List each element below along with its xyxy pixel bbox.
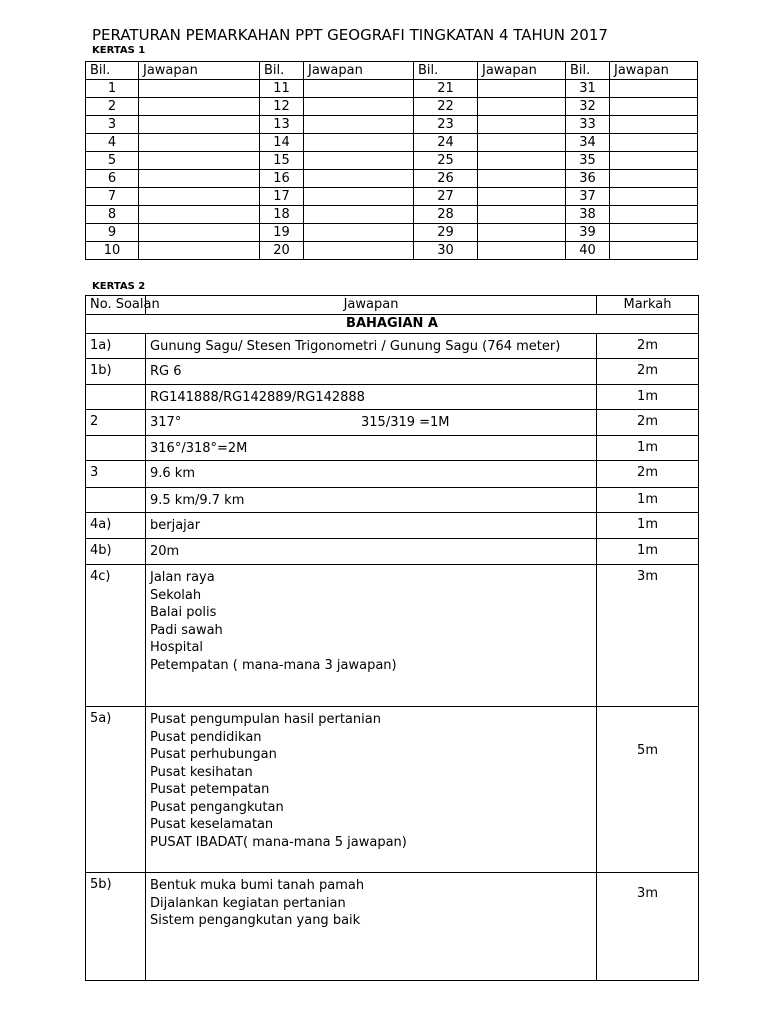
bil-cell: 24 — [414, 134, 478, 152]
jawapan-cell — [478, 242, 566, 260]
kertas2-header-row — [86, 296, 699, 315]
bil-cell: 14 — [260, 134, 304, 152]
bil-cell: 1 — [86, 80, 139, 98]
answer-line: 9.5 km/9.7 km — [150, 493, 245, 508]
bil-cell: 39 — [566, 224, 610, 242]
bil-cell: 36 — [566, 170, 610, 188]
bil-cell: 7 — [86, 188, 139, 206]
jawapan-cell — [139, 242, 260, 260]
jawapan-cell — [610, 80, 698, 98]
bil-cell: 11 — [260, 80, 304, 98]
soalan-cell: 1a) — [86, 334, 146, 359]
answer-line: Pusat kesihatan — [150, 764, 253, 780]
answer-line: Sistem pengangkutan yang baik — [150, 913, 361, 928]
markah-cell: 1m — [597, 436, 699, 461]
bil-cell: 15 — [260, 152, 304, 170]
jawapan-cell — [139, 224, 260, 242]
bil-cell: 12 — [260, 98, 304, 116]
section-row — [86, 315, 699, 334]
jawapan-cell — [146, 410, 597, 436]
bil-cell: 30 — [414, 242, 478, 260]
answer-line: 317° — [150, 415, 182, 430]
markah-cell: 3m — [597, 873, 699, 981]
table-row — [86, 152, 698, 170]
bil-cell: 31 — [566, 80, 610, 98]
header-cell: Bil. — [260, 62, 304, 80]
table-row — [86, 170, 698, 188]
answer-line: PUSAT IBADAT( mana-mana 5 jawapan) — [150, 834, 407, 850]
bil-cell: 3 — [86, 116, 139, 134]
table-row — [86, 206, 698, 224]
jawapan-cell — [478, 152, 566, 170]
soalan-cell: 4a) — [86, 513, 146, 539]
markah-cell: 2m — [597, 334, 699, 359]
soalan-cell: 4b) — [86, 539, 146, 565]
answer-line: Hospital — [150, 640, 204, 655]
jawapan-cell — [478, 80, 566, 98]
bil-cell: 20 — [260, 242, 304, 260]
table-row — [86, 488, 699, 513]
soalan-cell: 5b) — [86, 873, 146, 981]
jawapan-cell — [146, 461, 597, 488]
kertas1-label: KERTAS 1 — [92, 45, 146, 56]
jawapan-cell — [139, 152, 260, 170]
jawapan-cell — [139, 188, 260, 206]
markah-cell: 1m — [597, 513, 699, 539]
table-row — [86, 436, 699, 461]
table-row — [86, 224, 698, 242]
jawapan-cell — [610, 98, 698, 116]
table-row — [86, 539, 699, 565]
jawapan-cell — [610, 170, 698, 188]
kertas2-table — [85, 295, 699, 981]
answer-line: Bentuk muka bumi tanah pamah — [150, 878, 365, 893]
jawapan-cell — [304, 98, 414, 116]
soalan-cell: 2 — [86, 410, 146, 436]
table-row — [86, 134, 698, 152]
answer-line: RG141888/RG142889/RG142888 — [150, 390, 365, 405]
bil-cell: 18 — [260, 206, 304, 224]
bil-cell: 23 — [414, 116, 478, 134]
table-row — [86, 242, 698, 260]
table-row — [86, 513, 699, 539]
jawapan-cell — [146, 436, 597, 461]
bil-cell: 8 — [86, 206, 139, 224]
answer-line: Dijalankan kegiatan pertanian — [150, 895, 346, 911]
jawapan-cell — [139, 134, 260, 152]
jawapan-cell — [139, 170, 260, 188]
header-cell: Bil. — [566, 62, 610, 80]
markah-cell: 2m — [597, 461, 699, 488]
bil-cell: 4 — [86, 134, 139, 152]
answer-line: Petempatan ( mana-mana 3 jawapan) — [150, 657, 397, 673]
jawapan-cell — [146, 565, 597, 707]
soalan-cell: 1b) — [86, 359, 146, 385]
table-row — [86, 98, 698, 116]
jawapan-cell — [139, 206, 260, 224]
header-markah: Markah — [597, 296, 699, 315]
markah-cell: 2m — [597, 359, 699, 385]
answer-line: RG 6 — [150, 364, 182, 379]
header-cell: Jawapan — [304, 62, 414, 80]
answer-line: Pusat keselamatan — [150, 817, 274, 832]
table-row — [86, 116, 698, 134]
bil-cell: 19 — [260, 224, 304, 242]
soalan-cell — [86, 436, 146, 461]
jawapan-cell — [146, 359, 597, 385]
table-row — [86, 80, 698, 98]
bil-cell: 10 — [86, 242, 139, 260]
answer-line: Jalan raya — [150, 570, 215, 585]
jawapan-cell — [610, 188, 698, 206]
jawapan-cell — [139, 80, 260, 98]
bil-cell: 37 — [566, 188, 610, 206]
jawapan-cell — [610, 134, 698, 152]
table-row — [86, 334, 699, 359]
answer-line: 20m — [150, 544, 180, 559]
kertas1-header-row — [86, 62, 698, 80]
kertas1-table — [85, 61, 698, 260]
markah-cell: 5m — [597, 707, 699, 873]
jawapan-cell — [146, 539, 597, 565]
answer-line: Balai polis — [150, 605, 217, 620]
bil-cell: 33 — [566, 116, 610, 134]
table-row — [86, 873, 699, 981]
jawapan-cell — [146, 873, 597, 981]
table-row — [86, 707, 699, 873]
markah-cell: 1m — [597, 385, 699, 410]
answer-line: Pusat petempatan — [150, 782, 270, 797]
header-no-soalan: No. Soalan — [86, 296, 146, 315]
answer-alt: 315/319 =1M — [361, 415, 450, 430]
answer-line: Pusat pendidikan — [150, 729, 262, 745]
bil-cell: 29 — [414, 224, 478, 242]
bil-cell: 35 — [566, 152, 610, 170]
markah-cell: 2m — [597, 410, 699, 436]
jawapan-cell — [146, 488, 597, 513]
table-row — [86, 385, 699, 410]
answer-line: Pusat pengangkutan — [150, 799, 284, 815]
bil-cell: 21 — [414, 80, 478, 98]
jawapan-cell — [304, 152, 414, 170]
bil-cell: 34 — [566, 134, 610, 152]
bil-cell: 5 — [86, 152, 139, 170]
answer-line: Pusat perhubungan — [150, 747, 277, 762]
bil-cell: 32 — [566, 98, 610, 116]
section-title: BAHAGIAN A — [86, 315, 699, 334]
soalan-cell — [86, 488, 146, 513]
bil-cell: 17 — [260, 188, 304, 206]
jawapan-cell — [146, 707, 597, 873]
bil-cell: 28 — [414, 206, 478, 224]
bil-cell: 16 — [260, 170, 304, 188]
bil-cell: 22 — [414, 98, 478, 116]
header-jawapan: Jawapan — [146, 296, 597, 315]
jawapan-cell — [478, 224, 566, 242]
markah-cell: 1m — [597, 488, 699, 513]
soalan-cell: 5a) — [86, 707, 146, 873]
jawapan-cell — [146, 334, 597, 359]
jawapan-cell — [478, 98, 566, 116]
jawapan-cell — [478, 206, 566, 224]
jawapan-cell — [478, 188, 566, 206]
jawapan-cell — [610, 224, 698, 242]
document-title: PERATURAN PEMARKAHAN PPT GEOGRAFI TINGKATAN 4 TAHUN 2017 — [92, 26, 608, 44]
bil-cell: 13 — [260, 116, 304, 134]
answer-line: 9.6 km — [150, 466, 195, 481]
jawapan-cell — [304, 188, 414, 206]
bil-cell: 40 — [566, 242, 610, 260]
bil-cell: 9 — [86, 224, 139, 242]
jawapan-cell — [610, 152, 698, 170]
jawapan-cell — [610, 242, 698, 260]
soalan-cell — [86, 385, 146, 410]
jawapan-cell — [304, 134, 414, 152]
jawapan-cell — [146, 385, 597, 410]
header-cell: Jawapan — [610, 62, 698, 80]
bil-cell: 2 — [86, 98, 139, 116]
jawapan-cell — [478, 116, 566, 134]
bil-cell: 38 — [566, 206, 610, 224]
jawapan-cell — [139, 98, 260, 116]
answer-line: Padi sawah — [150, 622, 223, 638]
table-row — [86, 410, 699, 436]
bil-cell: 25 — [414, 152, 478, 170]
jawapan-cell — [304, 206, 414, 224]
jawapan-cell — [478, 134, 566, 152]
table-row — [86, 461, 699, 488]
soalan-cell: 4c) — [86, 565, 146, 707]
header-cell: Bil. — [86, 62, 139, 80]
jawapan-cell — [304, 80, 414, 98]
jawapan-cell — [146, 513, 597, 539]
jawapan-cell — [139, 116, 260, 134]
answer-line: berjajar — [150, 518, 201, 533]
table-row — [86, 359, 699, 385]
answer-line: Sekolah — [150, 587, 202, 603]
header-cell: Jawapan — [478, 62, 566, 80]
bil-cell: 26 — [414, 170, 478, 188]
jawapan-cell — [304, 170, 414, 188]
jawapan-cell — [304, 224, 414, 242]
answer-line: Pusat pengumpulan hasil pertanian — [150, 712, 381, 727]
bil-cell: 27 — [414, 188, 478, 206]
bil-cell: 6 — [86, 170, 139, 188]
jawapan-cell — [478, 170, 566, 188]
jawapan-cell — [304, 116, 414, 134]
table-row — [86, 188, 698, 206]
jawapan-cell — [304, 242, 414, 260]
markah-cell: 3m — [597, 565, 699, 707]
markah-cell: 1m — [597, 539, 699, 565]
soalan-cell: 3 — [86, 461, 146, 488]
jawapan-cell — [610, 116, 698, 134]
header-cell: Bil. — [414, 62, 478, 80]
header-cell: Jawapan — [139, 62, 260, 80]
answer-line: Gunung Sagu/ Stesen Trigonometri / Gunung Sagu (764 meter) — [150, 339, 561, 354]
jawapan-cell — [610, 206, 698, 224]
kertas2-label: KERTAS 2 — [92, 281, 146, 292]
answer-line: 316°/318°=2M — [150, 441, 248, 456]
table-row — [86, 565, 699, 707]
